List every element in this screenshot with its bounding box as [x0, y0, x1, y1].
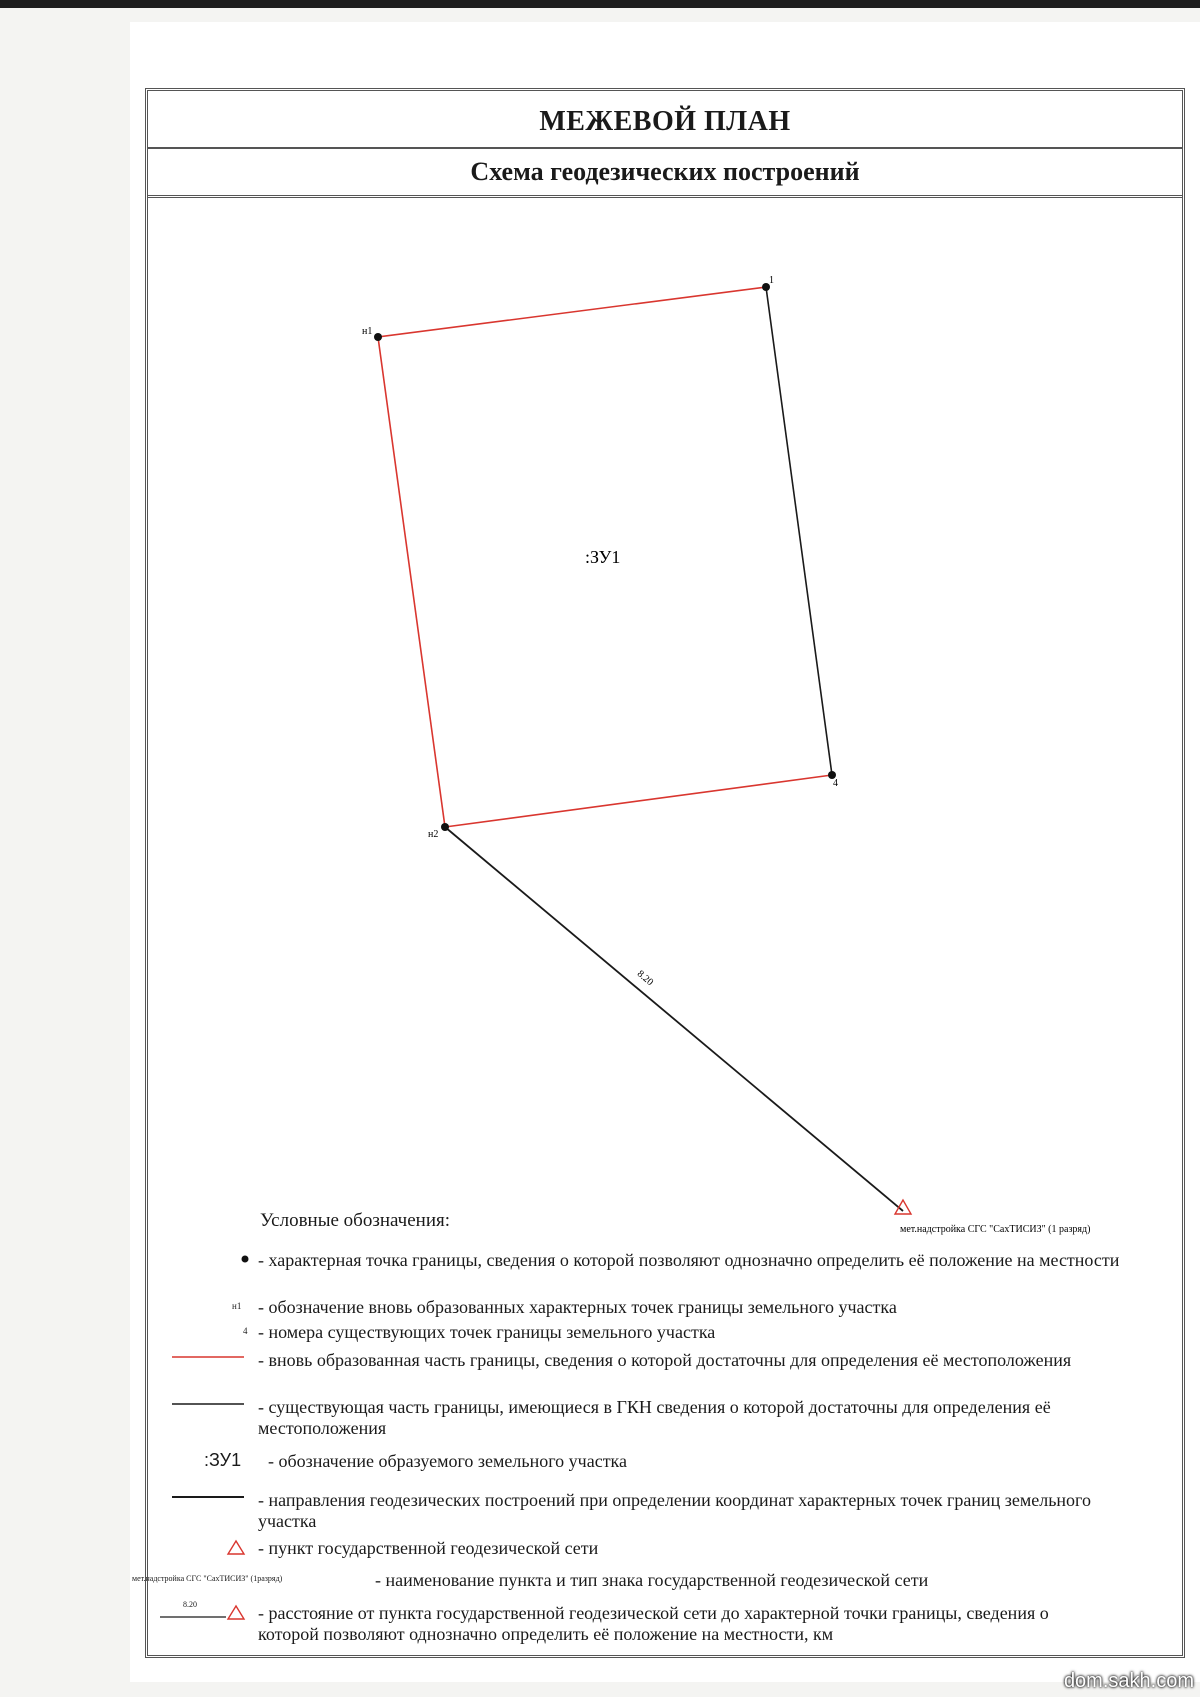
legend-item-parcel: - обозначение образуемого земельного участка	[268, 1451, 628, 1471]
station-label: мет.надстройка СГС "СахТИСИЗ" (1 разряд)	[900, 1224, 1091, 1235]
legend-symbol-distance: 8.20	[183, 1600, 197, 1609]
geodetic-direction-line	[445, 827, 903, 1211]
legend-symbol-station: мет.надстройка СГС "СахТИСИЗ" (1разряд)	[132, 1574, 283, 1583]
legend-point-icon	[242, 1256, 249, 1263]
distance-label: 8.20	[634, 968, 656, 989]
parcel-label: :ЗУ1	[585, 547, 621, 567]
boundary-1-4	[766, 287, 832, 775]
label-n1: н1	[362, 326, 373, 337]
document-title: МЕЖЕВОЙ ПЛАН	[539, 106, 791, 137]
boundary-point-n2	[441, 823, 449, 831]
legend-symbol-parcel: :ЗУ1	[204, 1450, 242, 1470]
legend-item-existing-points: - номера существующих точек границы земельного участка	[258, 1322, 716, 1342]
boundary-n1-1	[378, 287, 766, 337]
legend-distance-geodetic-icon	[228, 1606, 244, 1619]
legend-item-station-name: - наименование пункта и тип знака государственной геодезической сети	[375, 1570, 929, 1590]
label-n2: н2	[428, 829, 439, 840]
label-1: 1	[769, 275, 774, 286]
legend-heading: Условные обозначения:	[260, 1210, 451, 1231]
boundary-n2-4	[445, 775, 832, 827]
watermark: dom.sakh.com	[1063, 1670, 1194, 1692]
legend-item-directions: - направления геодезических построений при определении координат характерных точек границ земельного участка	[258, 1490, 1091, 1531]
label-4: 4	[833, 778, 838, 789]
boundary-point-n1	[374, 333, 382, 341]
boundary-n1-n2	[378, 337, 445, 827]
legend-item-existing-boundary: - существующая часть границы, имеющиеся в ГКН сведения о которой достаточны для определения её местоположения	[258, 1397, 1051, 1438]
legend-item-new-boundary: - вновь образованная часть границы, сведения о которой достаточны для определения её местоположения	[258, 1350, 1072, 1370]
legend-item-point: - характерная точка границы, сведения о которой позволяют однозначно определить её положение на местности	[258, 1250, 1120, 1270]
legend-item-distance: - расстояние от пункта государственной геодезической сети до характерной точки границы, сведения о которой позволяют однозначно определить её положение на местности, км	[258, 1603, 1049, 1644]
legend-item-new-points: - обозначение вновь образованных характерных точек границы земельного участка	[258, 1297, 897, 1317]
legend-symbol-4: 4	[243, 1326, 248, 1336]
document-subtitle: Схема геодезических построений	[470, 157, 860, 186]
legend-symbol-n1: н1	[232, 1301, 242, 1311]
legend-item-geodetic-point: - пункт государственной геодезической сети	[258, 1538, 599, 1558]
legend-geodetic-point-icon	[228, 1541, 244, 1554]
